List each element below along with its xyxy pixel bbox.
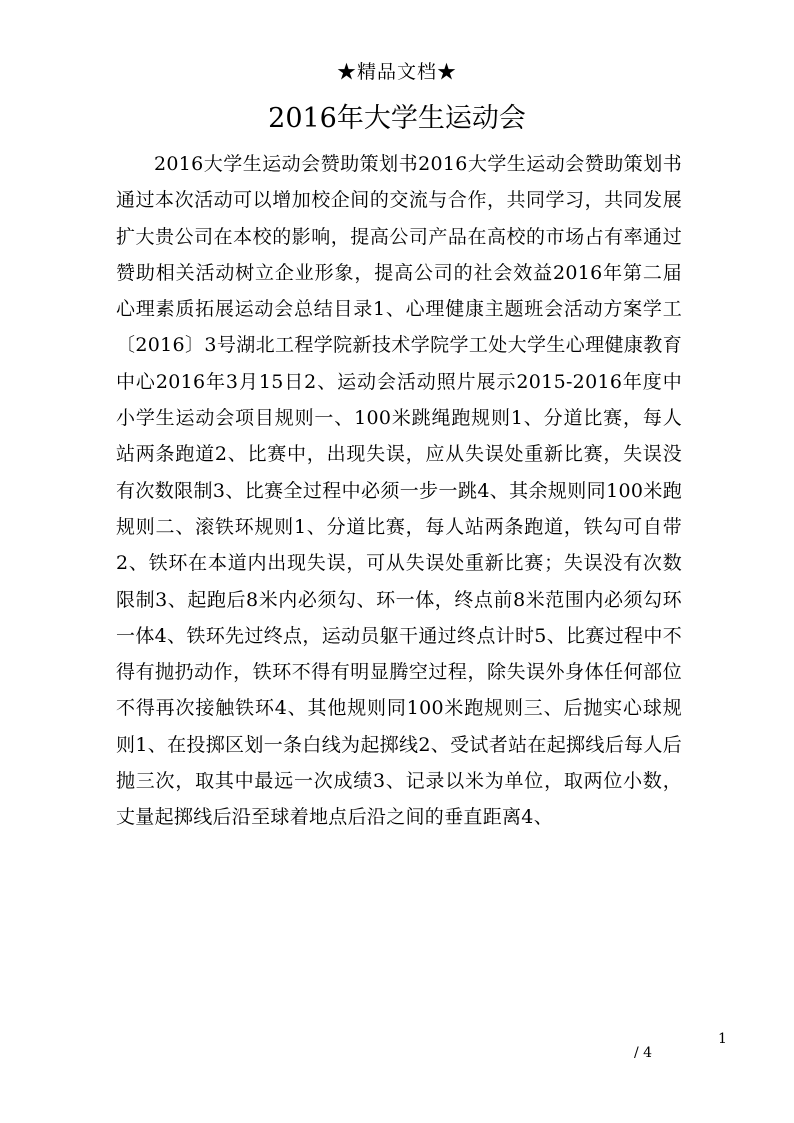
- document-title: 2016年大学生运动会: [268, 103, 526, 134]
- document-body: 2016大学生运动会赞助策划书2016大学生运动会赞助策划书通过本次活动可以增加校企间的交流与合作，共同学习，共同发展扩大贵公司在本校的影响，提高公司产品在高校的市场占有率通过赞助相关活动树立企业形象，提高公司的社会效益2016年第二届心理素质拓展运动会总结目录1、心理健康主题班会活动方案学工〔2016〕3号湖北工程学院新技术学院学工处大学生心理健康教育中心2016年3月15日2、运动会活动照片展示2015-2016年度中小学生运动会项目规则一、100米跳绳跑规则1、分道比赛，每人站两条跑道2、比赛中，出现失误，应从失误处重新比赛，失误没有次数限制3、比赛全过程中必须一步一跳4、其余规则同100米跑规则二、滚铁环规则1、分道比赛，每人站两条跑道，铁勾可自带2、铁环在本道内出现失误，可从失误处重新比赛；失误没有次数限制3、起跑后8米内必须勾、环一体，终点前8米范围内必须勾环一体4、铁环先过终点，运动员躯干通过终点计时5、比赛过程中不得有抛扔动作，铁环不得有明显腾空过程，除失误外身体任何部位不得再次接触铁环4、其他规则同100米跑规则三、后抛实心球规则1、在投掷区划一条白线为起掷线2、受试者站在起掷线后每人后抛三次，取其中最远一次成绩3、记录以米为单位，取两位小数，丈量起掷线后沿至球着地点后沿之间的垂直距离4、: [116, 153, 682, 829]
- page-number: 1: [718, 1031, 727, 1047]
- header-banner: ★精品文档★: [336, 61, 457, 83]
- page-total: / 4: [634, 1045, 653, 1061]
